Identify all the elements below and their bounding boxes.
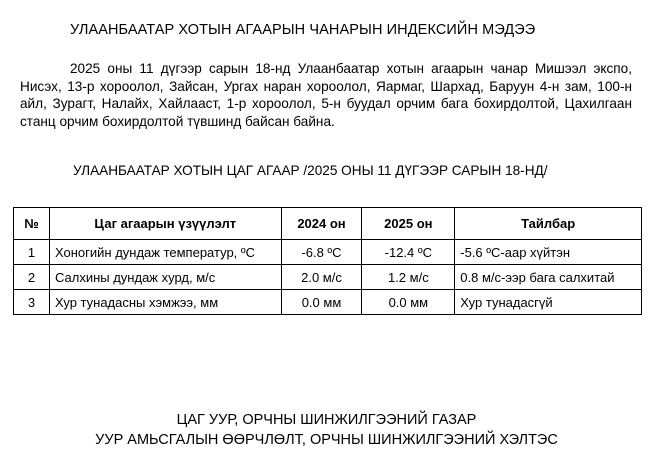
weather-section-title: УЛААНБААТАР ХОТЫН ЦАГ АГААР /2025 ОНЫ 11 ДҮГЭЭР САРЫН 18-НД/ [73, 163, 548, 178]
document-title: УЛААНБААТАР ХОТЫН АГААРЫН ЧАНАРЫН ИНДЕКСИЙН МЭДЭЭ [70, 22, 536, 38]
header-note: Тайлбар [455, 208, 642, 240]
row-2025-value: 1.2 м/с [362, 265, 455, 290]
row-number: 1 [14, 240, 50, 265]
row-number: 3 [14, 290, 50, 315]
row-2025-value: -12.4 ºС [362, 240, 455, 265]
table-header-row [14, 208, 642, 240]
header-2024: 2024 он [281, 208, 362, 240]
table-row [14, 290, 642, 315]
row-2025-value: 0.0 мм [362, 290, 455, 315]
row-note: -5.6 ºС-аар хүйтэн [455, 240, 642, 265]
header-indicator: Цаг агаарын үзүүлэлт [49, 208, 281, 240]
row-2024-value: 2.0 м/с [281, 265, 362, 290]
header-2025: 2025 он [362, 208, 455, 240]
footer-department: УУР АМЬСГАЛЫН ӨӨРЧЛӨЛТ, ОРЧНЫ ШИНЖИЛГЭЭНИЙ ХЭЛТЭС [95, 432, 558, 448]
footer-organization: ЦАГ УУР, ОРЧНЫ ШИНЖИЛГЭЭНИЙ ГАЗАР [176, 412, 477, 428]
summary-paragraph: 2025 оны 11 дүгээр сарын 18-нд Улаанбаатар хотын агаарын чанар Мишээл экспо, Нисэх, 13-р хороолол, Зайсан, Ургах наран хороолол, Яармаг, Шархад, Баруун 4-н зам, 100-н айл, Зурагт, Налайх, Хайлааст, 1-р хороолол, 5-н буудал орчим бага бохирдолтой, Цахилгаан станц орчим бохирдолтой түвшинд байсан байна. [20, 61, 632, 129]
row-note: 0.8 м/с-ээр бага салхитай [455, 265, 642, 290]
row-2024-value: -6.8 ºС [281, 240, 362, 265]
header-number: № [14, 208, 50, 240]
row-indicator: Хоногийн дундаж температур, ºС [49, 240, 281, 265]
row-number: 2 [14, 265, 50, 290]
row-indicator: Салхины дундаж хурд, м/с [49, 265, 281, 290]
row-note: Хур тунадасгүй [455, 290, 642, 315]
table-row [14, 240, 642, 265]
row-indicator: Хур тунадасны хэмжээ, мм [49, 290, 281, 315]
weather-table [13, 207, 642, 315]
row-2024-value: 0.0 мм [281, 290, 362, 315]
table-row [14, 265, 642, 290]
